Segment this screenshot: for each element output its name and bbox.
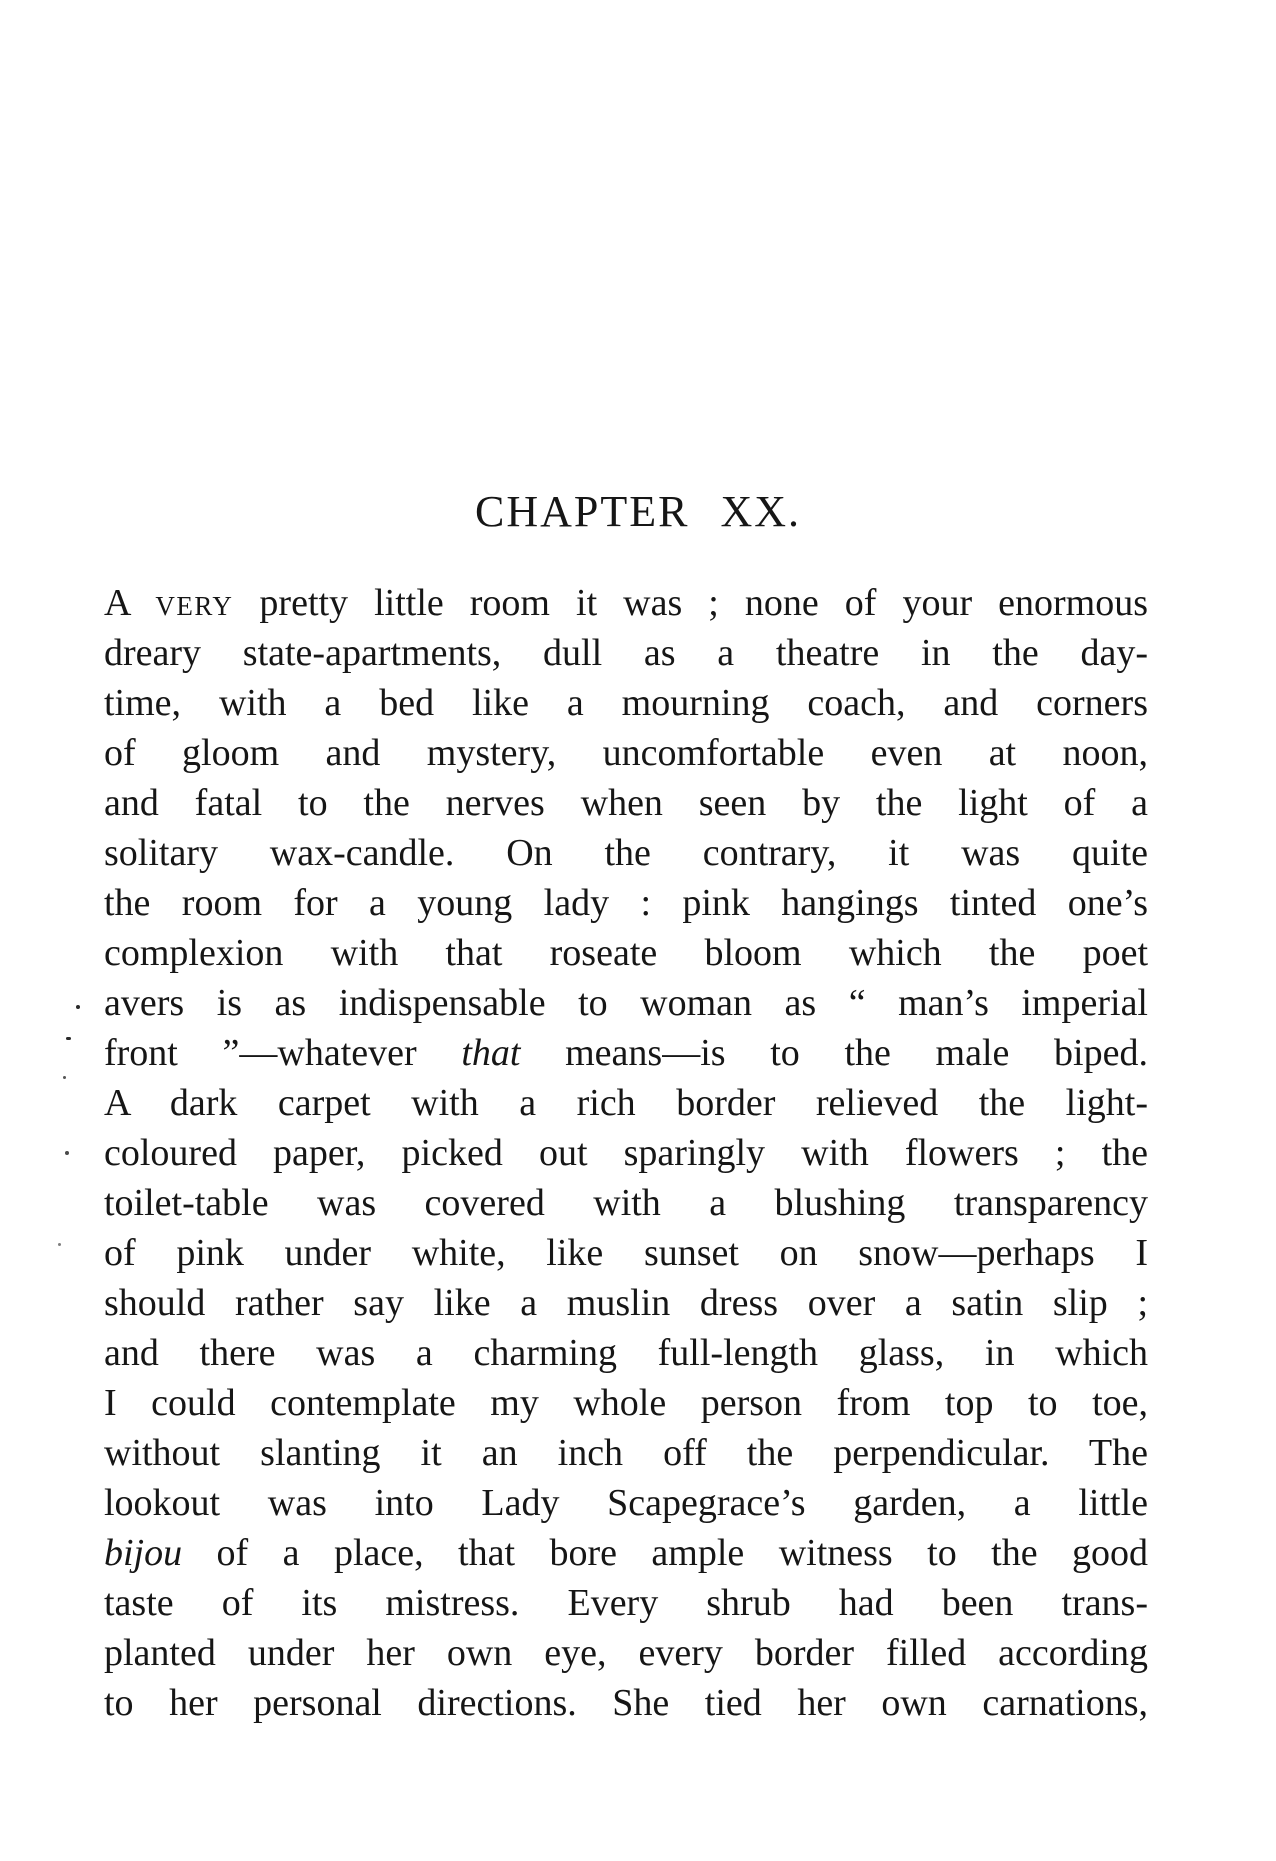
text-line	[104, 878, 1148, 928]
italic-text: that	[461, 1032, 521, 1074]
scan-speckle	[63, 1076, 66, 1079]
text-line	[104, 828, 1148, 878]
text-segment: without slanting it an inch off the perpendicular. The	[104, 1432, 1148, 1474]
text-segment: means—is to the male biped.	[520, 1032, 1148, 1074]
text-line	[104, 1178, 1148, 1228]
body-text	[104, 578, 1148, 1728]
text-segment: of pink under white, like sunset on snow—perhaps I	[104, 1232, 1148, 1274]
text-segment: should rather say like a muslin dress over a satin slip ;	[104, 1282, 1148, 1324]
text-segment: planted under her own eye, every border filled according	[104, 1632, 1148, 1674]
text-line	[104, 1528, 1148, 1578]
text-line	[104, 1378, 1148, 1428]
text-line	[104, 1228, 1148, 1278]
smallcaps-text: very	[155, 582, 234, 624]
text-segment: taste of its mistress. Every shrub had been trans-	[104, 1582, 1148, 1624]
text-segment: complexion with that roseate bloom which the poet	[104, 932, 1148, 974]
text-line	[104, 728, 1148, 778]
text-segment: toilet-table was covered with a blushing transparency	[104, 1182, 1148, 1224]
text-segment: pretty little room it was ; none of your enormous	[233, 582, 1148, 624]
text-segment: of a place, that bore ample witness to the good	[182, 1532, 1148, 1574]
scan-speckle	[65, 1151, 69, 1155]
text-segment: I could contemplate my whole person from top to toe,	[104, 1382, 1148, 1424]
text-line	[104, 1678, 1148, 1728]
text-line	[104, 1428, 1148, 1478]
text-segment: and fatal to the nerves when seen by the light of a	[104, 782, 1148, 824]
text-line	[104, 778, 1148, 828]
text-segment: A	[104, 582, 156, 624]
text-line	[104, 1578, 1148, 1628]
text-segment: coloured paper, picked out sparingly with flowers ; the	[104, 1132, 1148, 1174]
text-line	[104, 1028, 1148, 1078]
text-segment: and there was a charming full-length glass, in which	[104, 1332, 1148, 1374]
text-line	[104, 628, 1148, 678]
text-line	[104, 1278, 1148, 1328]
chapter-heading: CHAPTER XX.	[474, 487, 802, 536]
text-segment: to her personal directions. She tied her own carnations,	[104, 1682, 1148, 1724]
text-line	[104, 1128, 1148, 1178]
text-line	[104, 1078, 1148, 1128]
text-segment: solitary wax-candle. On the contrary, it was quite	[104, 832, 1148, 874]
text-segment: of gloom and mystery, uncomfortable even at noon,	[104, 732, 1148, 774]
text-line	[104, 678, 1148, 728]
text-line	[104, 1628, 1148, 1678]
scan-speckle	[66, 1037, 71, 1040]
text-segment: lookout was into Lady Scapegrace’s garden, a little	[104, 1482, 1148, 1524]
text-segment: A dark carpet with a rich border relieved the light-	[104, 1082, 1148, 1124]
italic-text: bijou	[104, 1532, 183, 1574]
text-segment: avers is as indispensable to woman as “ man’s imperial	[104, 982, 1148, 1024]
text-line	[104, 928, 1148, 978]
text-segment: dreary state-apartments, dull as a theatre in the day-	[104, 632, 1148, 674]
text-segment: the room for a young lady : pink hangings tinted one’s	[104, 882, 1148, 924]
text-segment: time, with a bed like a mourning coach, and corners	[104, 682, 1148, 724]
text-line	[104, 1478, 1148, 1528]
text-segment: front ”—whatever	[104, 1032, 462, 1074]
text-line	[104, 978, 1148, 1028]
scan-speckle	[58, 1243, 61, 1246]
text-line	[104, 578, 1148, 628]
scan-speckle	[76, 1005, 80, 1009]
text-line	[104, 1328, 1148, 1378]
